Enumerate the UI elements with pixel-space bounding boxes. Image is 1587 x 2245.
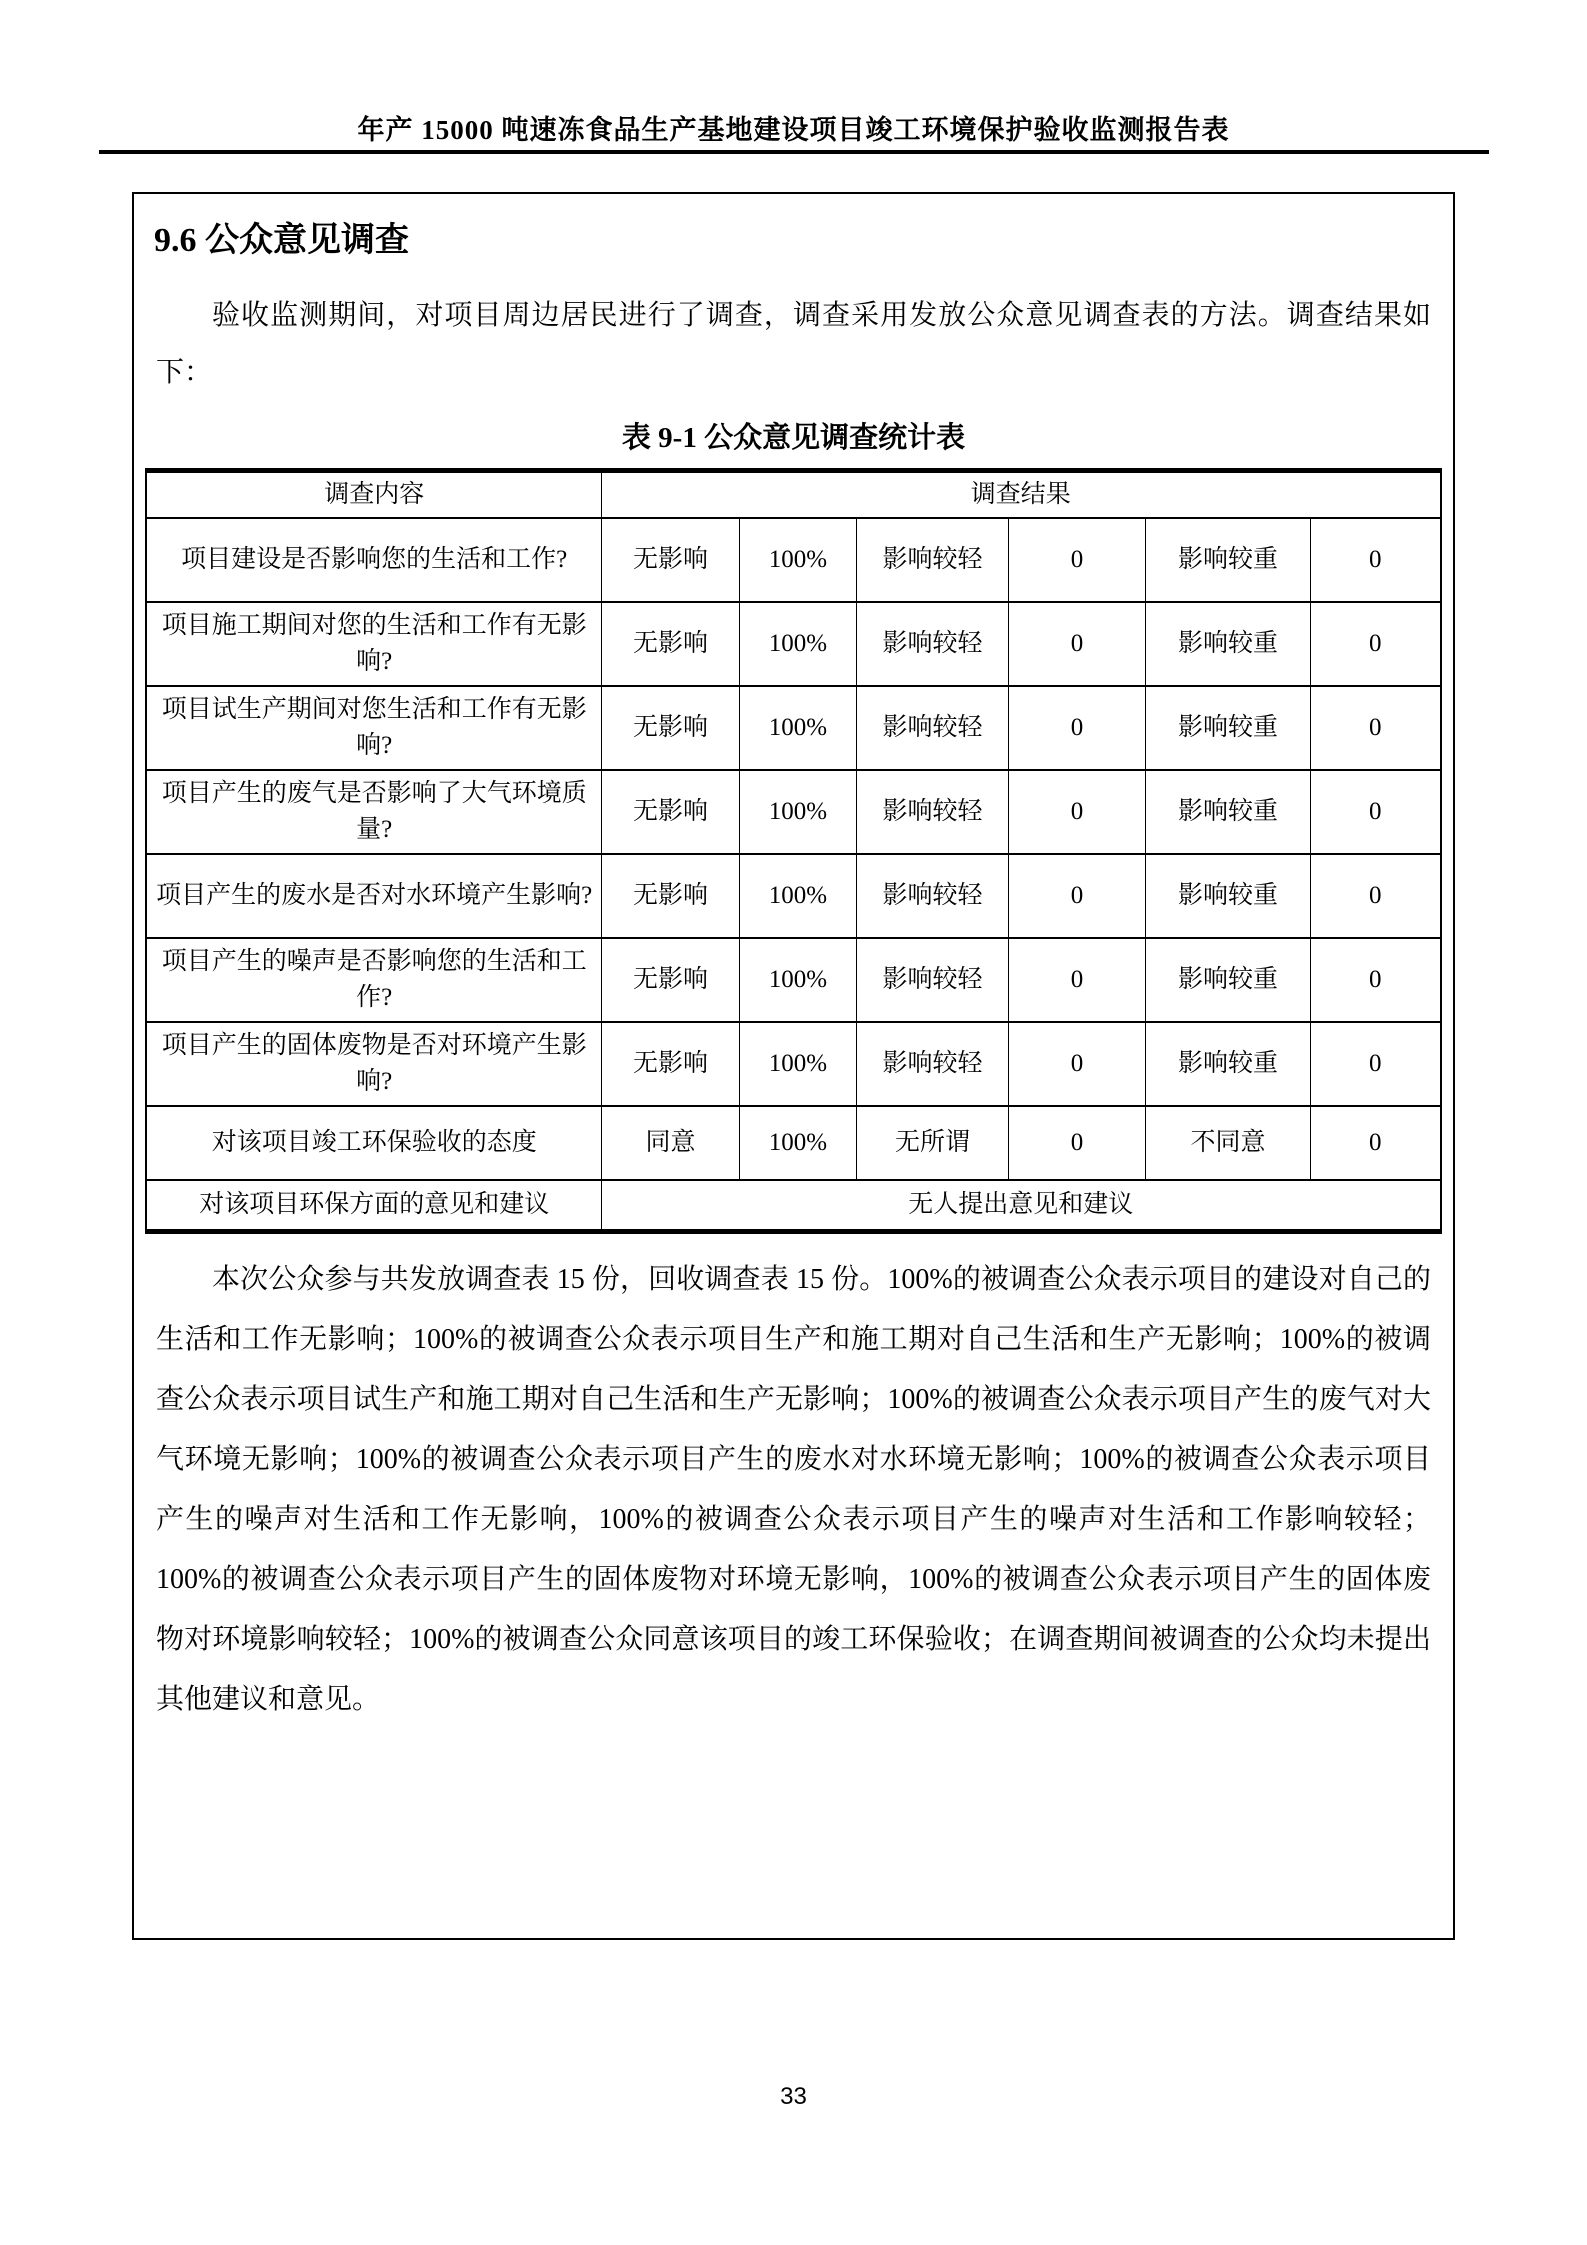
- table-header-row: [146, 471, 1440, 519]
- question-cell: 项目产生的固体废物是否对环境产生影响?: [146, 1022, 601, 1106]
- result-value-cell: 0: [1008, 938, 1145, 1022]
- table-title: 表 9-1 公众意见调查统计表: [621, 422, 966, 454]
- result-value-cell: 0: [1310, 518, 1440, 602]
- table-row: [146, 938, 1440, 1022]
- result-option-cell: 影响较重: [1145, 1022, 1310, 1106]
- question-cell: 项目施工期间对您的生活和工作有无影响?: [146, 602, 601, 686]
- result-value-cell: 0: [1310, 1106, 1440, 1180]
- result-value-cell: 100%: [739, 854, 856, 938]
- table-row: [146, 602, 1440, 686]
- question-cell: 项目建设是否影响您的生活和工作?: [146, 518, 601, 602]
- result-value-cell: 100%: [739, 770, 856, 854]
- result-option-cell: 无所谓: [856, 1106, 1008, 1180]
- result-option-cell: 影响较重: [1145, 686, 1310, 770]
- merged-result-cell: 无人提出意见和建议: [601, 1180, 1440, 1232]
- table-row: [146, 1022, 1440, 1106]
- result-value-cell: 100%: [739, 518, 856, 602]
- result-value-cell: 0: [1008, 602, 1145, 686]
- result-value-cell: 100%: [739, 1106, 856, 1180]
- table-row: [146, 686, 1440, 770]
- summary-paragraph: 本次公众参与共发放调查表 15 份，回收调查表 15 份。100%的被调查公众表示项目的建设对自己的生活和工作无影响；100%的被调查公众表示项目生产和施工期对自己生活和生产无影响；100%的被调查公众表示项目试生产和施工期对自己生活和生产无影响；100%的被调查公众表示项目产生的废气对大气环境无影响；100%的被调查公众表示项目产生的废水对水环境无影响；100%的被调查公众表示项目产生的噪声对生活和工作无影响，100%的被调查公众表示项目产生的噪声对生活和工作影响较轻；100%的被调查公众表示项目产生的固体废物对环境无影响，100%的被调查公众表示项目产生的固体废物对环境影响较轻；100%的被调查公众同意该项目的竣工环保验收；在调查期间被调查的公众均未提出其他建议和意见。: [156, 1264, 1431, 1715]
- header-rule-divider: [99, 150, 1489, 154]
- result-option-cell: 无影响: [601, 938, 739, 1022]
- table-row: [146, 518, 1440, 602]
- result-value-cell: 0: [1310, 938, 1440, 1022]
- result-value-cell: 100%: [739, 938, 856, 1022]
- result-option-cell: 影响较轻: [856, 686, 1008, 770]
- question-cell: 对该项目竣工环保验收的态度: [146, 1106, 601, 1180]
- result-option-cell: 无影响: [601, 518, 739, 602]
- result-option-cell: 无影响: [601, 602, 739, 686]
- result-value-cell: 0: [1008, 854, 1145, 938]
- result-value-cell: 0: [1310, 770, 1440, 854]
- result-option-cell: 无影响: [601, 1022, 739, 1106]
- page-number: 33: [780, 2083, 807, 2110]
- section-heading: 9.6 公众意见调查: [154, 222, 409, 259]
- question-cell: 对该项目环保方面的意见和建议: [146, 1180, 601, 1232]
- table-header-result: 调查结果: [601, 471, 1440, 519]
- result-option-cell: 影响较轻: [856, 854, 1008, 938]
- question-cell: 项目产生的废水是否对水环境产生影响?: [146, 854, 601, 938]
- table-header-content: 调查内容: [146, 471, 601, 519]
- result-value-cell: 0: [1008, 518, 1145, 602]
- table-row: [146, 770, 1440, 854]
- result-option-cell: 影响较重: [1145, 854, 1310, 938]
- result-option-cell: 不同意: [1145, 1106, 1310, 1180]
- result-option-cell: 无影响: [601, 854, 739, 938]
- table-row: [146, 1106, 1440, 1180]
- result-value-cell: 100%: [739, 1022, 856, 1106]
- result-value-cell: 0: [1008, 686, 1145, 770]
- result-option-cell: 影响较轻: [856, 602, 1008, 686]
- result-value-cell: 0: [1310, 854, 1440, 938]
- result-value-cell: 0: [1310, 1022, 1440, 1106]
- result-option-cell: 无影响: [601, 686, 739, 770]
- content-box: [132, 192, 1455, 1940]
- result-option-cell: 影响较重: [1145, 518, 1310, 602]
- result-value-cell: 0: [1008, 1106, 1145, 1180]
- question-cell: 项目产生的废气是否影响了大气环境质量?: [146, 770, 601, 854]
- intro-paragraph: 验收监测期间，对项目周边居民进行了调查，调查采用发放公众意见调查表的方法。调查结果如下：: [156, 300, 1431, 388]
- result-option-cell: 影响较重: [1145, 602, 1310, 686]
- result-option-cell: 影响较重: [1145, 770, 1310, 854]
- question-cell: 项目产生的噪声是否影响您的生活和工作?: [146, 938, 601, 1022]
- result-value-cell: 0: [1008, 1022, 1145, 1106]
- result-option-cell: 影响较轻: [856, 770, 1008, 854]
- result-option-cell: 影响较重: [1145, 938, 1310, 1022]
- report-header-title: 年产 15000 吨速冻食品生产基地建设项目竣工环境保护验收监测报告表: [357, 115, 1230, 145]
- result-option-cell: 同意: [601, 1106, 739, 1180]
- result-value-cell: 100%: [739, 602, 856, 686]
- result-value-cell: 0: [1310, 686, 1440, 770]
- result-value-cell: 0: [1310, 602, 1440, 686]
- result-option-cell: 无影响: [601, 770, 739, 854]
- table-row: [146, 1180, 1440, 1232]
- result-option-cell: 影响较轻: [856, 1022, 1008, 1106]
- result-option-cell: 影响较轻: [856, 938, 1008, 1022]
- survey-table: [145, 468, 1441, 1234]
- table-row: [146, 854, 1440, 938]
- result-value-cell: 100%: [739, 686, 856, 770]
- survey-table-body: [146, 471, 1440, 1232]
- result-value-cell: 0: [1008, 770, 1145, 854]
- question-cell: 项目试生产期间对您生活和工作有无影响?: [146, 686, 601, 770]
- result-option-cell: 影响较轻: [856, 518, 1008, 602]
